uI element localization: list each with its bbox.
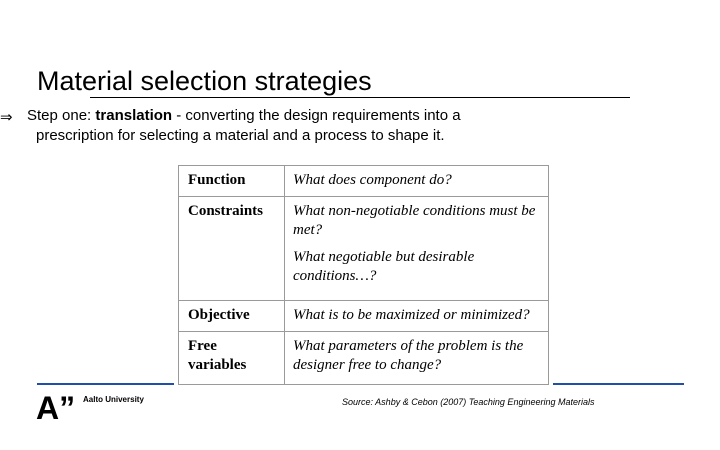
step-rest-line2: prescription for selecting a material and a process to shape it. [36, 127, 445, 144]
question-text: What does component do? [293, 172, 452, 188]
row-label: Objective [179, 301, 285, 332]
university-name: Aalto University [83, 395, 144, 404]
row-question [285, 332, 549, 385]
row-question [285, 197, 549, 301]
footer-rule-left [37, 383, 174, 385]
table-row [179, 197, 549, 301]
question-text: What is to be maximized or minimized? [293, 307, 530, 324]
question-text: What negotiable but desirable conditions…? [293, 249, 475, 285]
row-label: Free variables [179, 332, 285, 385]
row-question [285, 166, 549, 197]
question-text: What non-negotiable conditions must be met? [293, 203, 536, 239]
question-text: What parameters of the problem is the designer free to change? [293, 338, 524, 374]
footer-rule-right [553, 383, 684, 385]
row-label: Constraints [179, 197, 285, 301]
title-underline [90, 97, 630, 98]
table-row [179, 166, 549, 197]
table-row [179, 332, 549, 385]
step-one-text [27, 106, 547, 146]
step-keyword: translation [95, 107, 173, 124]
slide-title: Material selection strategies [37, 66, 372, 96]
step-rest-line1: - converting the design requirements into a [172, 107, 461, 124]
source-citation: Source: Ashby & Cebon (2007) Teaching Engineering Materials [342, 397, 595, 407]
row-label: Function [179, 166, 285, 197]
translation-table [178, 165, 549, 385]
row-question [285, 301, 549, 332]
arrow-bullet-icon: ⇒ [0, 108, 13, 126]
step-lead: Step one: [27, 107, 96, 124]
aalto-logo-icon: A” [36, 390, 76, 426]
table-row [179, 301, 549, 332]
